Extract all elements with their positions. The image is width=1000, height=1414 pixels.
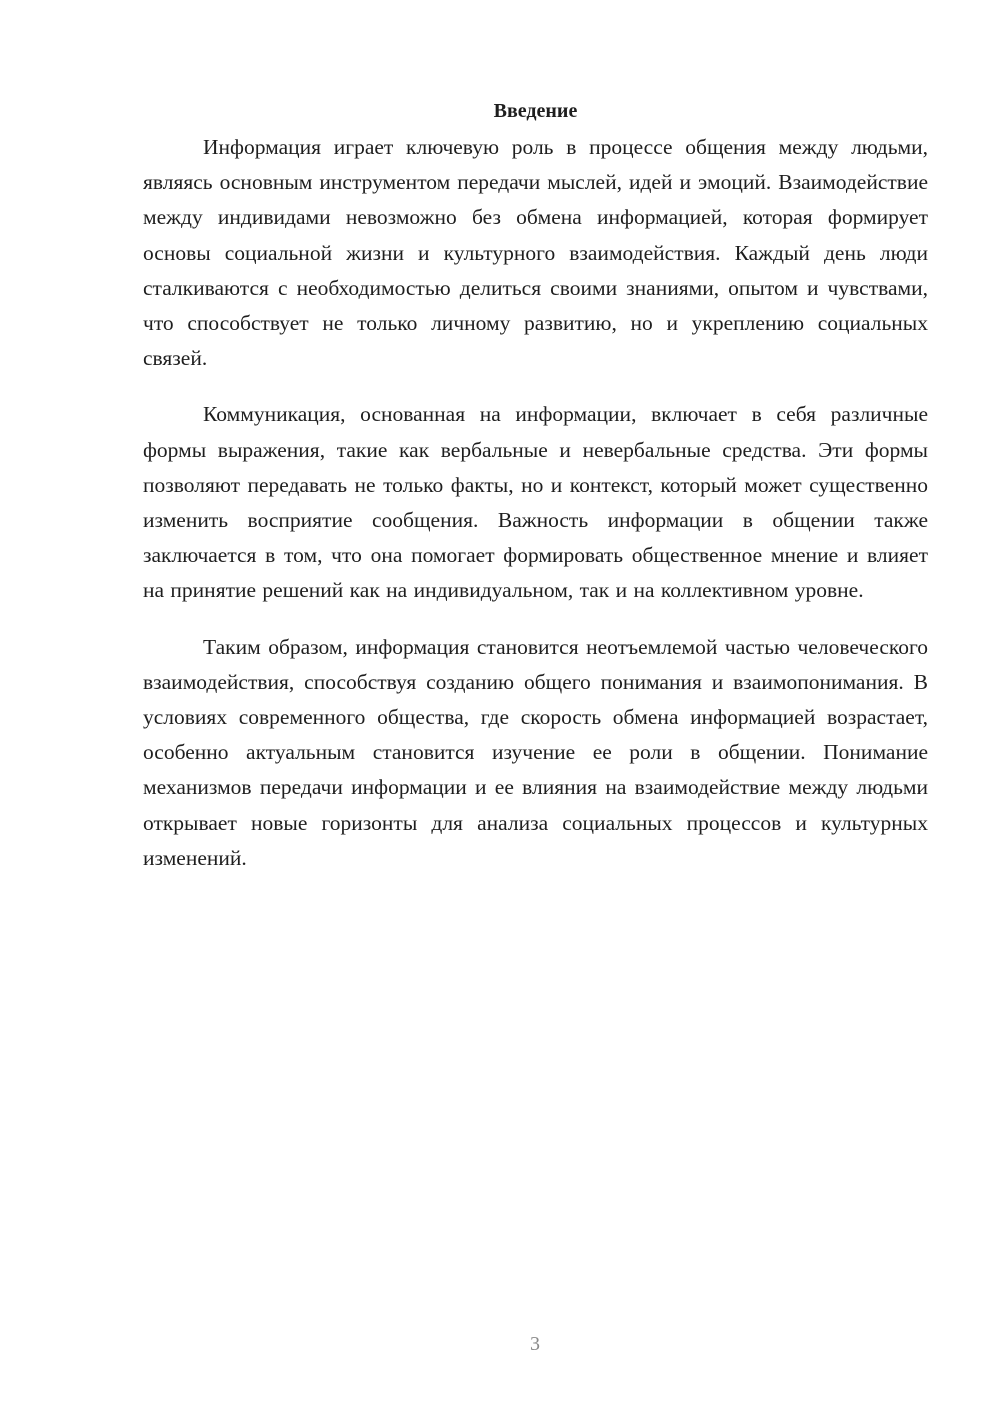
paragraph: Таким образом, информация становится неотъемлемой частью человеческого взаимодействия, способствуя созданию общего понимания и взаимопонимания. В условиях современного общества, где скорость обмена информацией возрастает, особенно актуальным становится изучение ее роли в общении. Понимание механизмов передачи информации и ее влияния на взаимодействие между людьми открывает новые горизонты для анализа социальных процессов и культурных изменений. (143, 634, 928, 870)
page-content (143, 96, 928, 897)
page-number: 3 (530, 1333, 540, 1355)
section-heading: Введение (493, 100, 578, 122)
paragraph: Коммуникация, основанная на информации, включает в себя различные формы выражения, такие как вербальные и невербальные средства. Эти формы позволяют передавать не только факты, но и контекст, который может существенно изменить восприятие сообщения. Важность информации в общении также заключается в том, что она помогает формировать общественное мнение и влияет на принятие решений как на индивидуальном, так и на коллективном уровне. (143, 402, 928, 603)
paragraph: Информация играет ключевую роль в процессе общения между людьми, являясь основным инструментом передачи мыслей, идей и эмоций. Взаимодействие между индивидами невозможно без обмена информацией, которая формирует основы социальной жизни и культурного взаимодействия. Каждый день люди сталкиваются с необходимостью делиться своими знаниями, опытом и чувствами, что способствует не только личному развитию, но и укреплению социальных связей. (143, 135, 928, 371)
